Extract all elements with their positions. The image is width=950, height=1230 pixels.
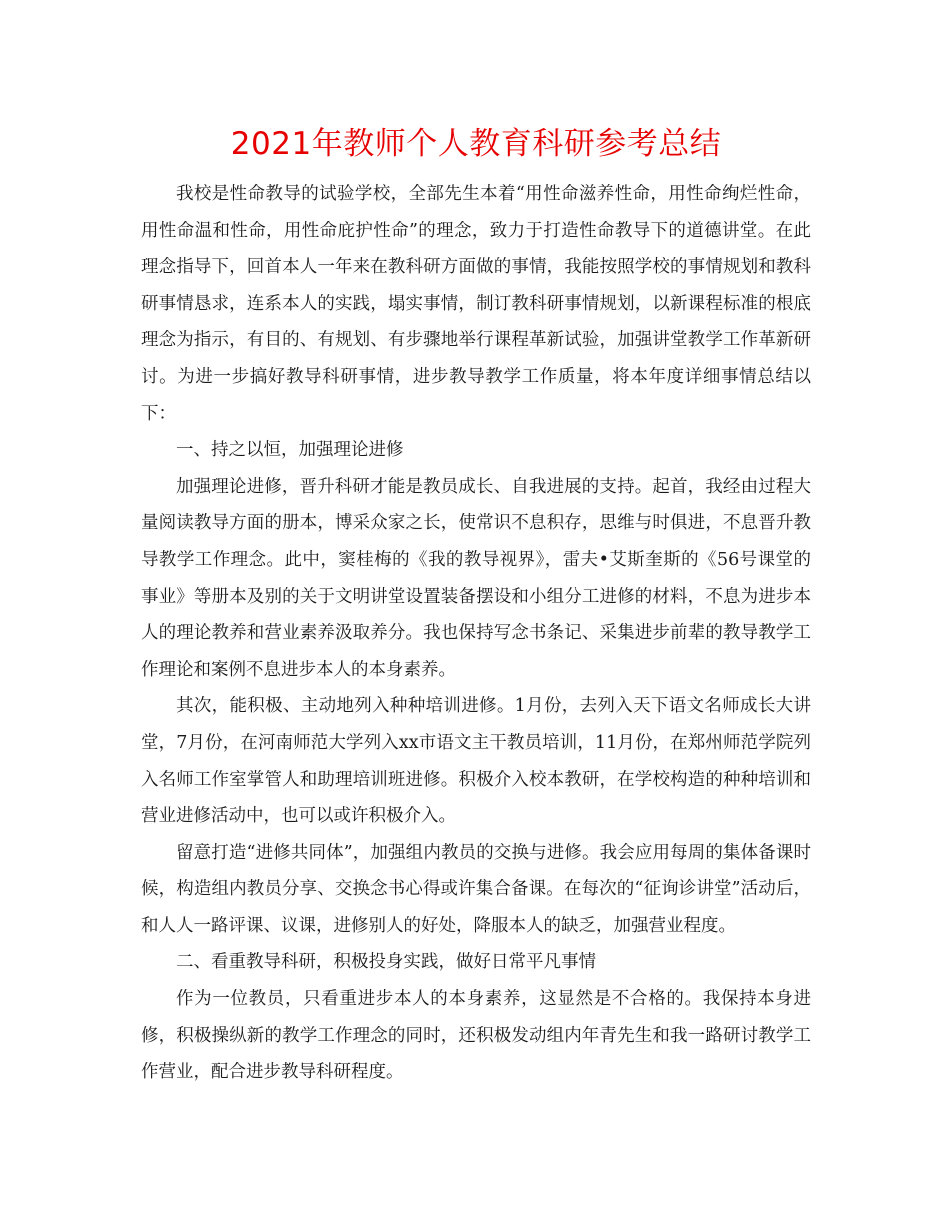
section-heading-1: 一、持之以恒，加强理论进修 [176, 440, 404, 461]
paragraph-theory-study: 加强理论进修，晋升科研才能是教员成长、自我进展的支持。起首，我经由过程大量阅读教导方面的册本，博采众家之长，使常识不息积存，思维与时俱进，不息晋升教导教学工作理念。此中，窦桂梅的《我的教导视界》，雷夫•艾斯奎斯的《56号课堂的事业》等册本及别的关于文明讲堂设置装备摆设和小组分工进修的材料，不息为进步本人的理论教养和营业素养汲取养分。我也保持写念书条记、采集进步前辈的教导教学工作理论和案例不息进步本人的本身素养。 [141, 476, 811, 680]
paragraph-training: 其次，能积极、主动地列入种种培训进修。1月份，去列入天下语文名师成长大讲堂，7月份，在河南师范大学列入xx市语文主干教员培训，11月份，在郑州师范学院列入名师工作室掌管人和助理培训班进修。积极介入校本教研，在学校构造的种种培训和营业进修活动中，也可以或许积极介入。 [141, 696, 811, 827]
section-heading-2: 二、看重教导科研，积极投身实践，做好日常平凡事情 [176, 952, 596, 973]
paragraph-research-practice: 作为一位教员，只看重进步本人的本身素养，这显然是不合格的。我保持本身进修，积极操纵新的教学工作理念的同时，还积极发动组内年青先生和我一路研讨教学工作营业，配合进步教导科研程度。 [141, 989, 811, 1083]
document-title: 2021年教师个人教育科研参考总结 [230, 126, 722, 162]
document-page [141, 118, 811, 1091]
paragraph-intro: 我校是性命教导的试验学校，全部先生本着“用性命滋养性命，用性命绚烂性命，用性命温和性命，用性命庇护性命”的理念，致力于打造性命教导下的道德讲堂。在此理念指导下，回首本人一年来在教科研方面做的事情，我能按照学校的事情规划和教科研事情恳求，连系本人的实践，塌实事情，制订教科研事情规划，以新课程标准的根底理念为指示，有目的、有规划、有步骤地举行课程革新试验，加强讲堂教学工作革新研讨。为进一步搞好教导科研事情，进步教导教学工作质量，将本年度详细事情总结以下： [141, 184, 811, 424]
paragraph-learning-community: 留意打造“进修共同体”，加强组内教员的交换与进修。我会应用每周的集体备课时候，构造组内教员分享、交换念书心得或许集合备课。在每次的“征询诊讲堂”活动后，和人人一路评课、议课，进修别人的好处，降服本人的缺乏，加强营业程度。 [141, 842, 811, 936]
